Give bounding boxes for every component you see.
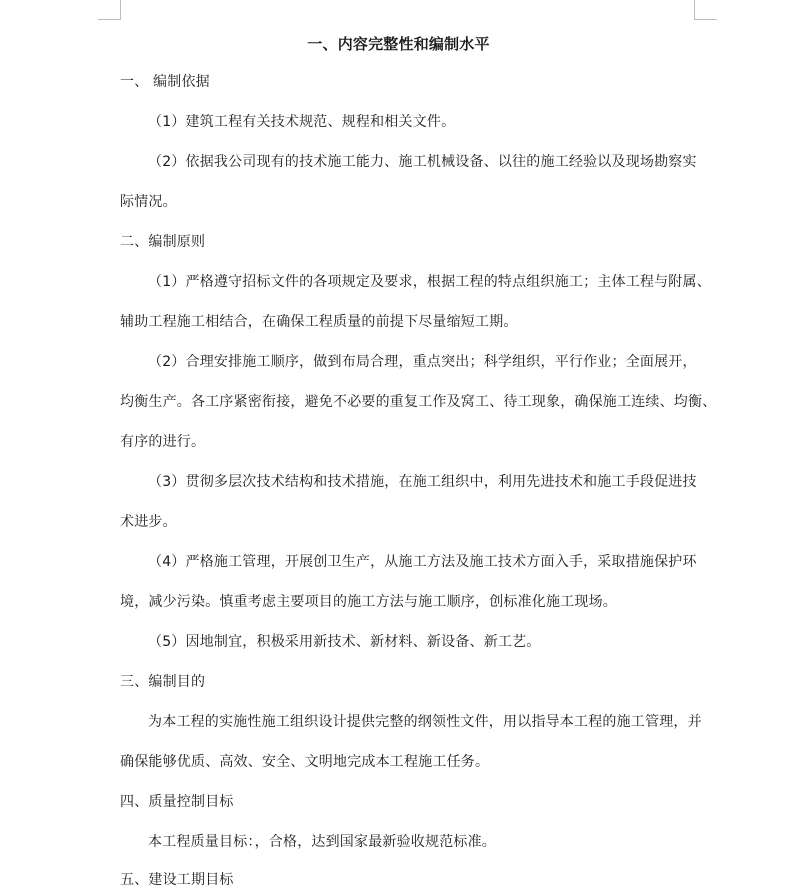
paragraph-line: 境，减少污染。慎重考虑主要项目的施工方法与施工顺序，创标准化施工现场。 [120, 594, 617, 610]
paragraph-line: （3）贯彻多层次技术结构和技术措施，在施工组织中，利用先进技术和施工手段促进技 [148, 474, 697, 490]
paragraph-line: 术进步。 [120, 514, 177, 530]
paragraph-line: 本工程质量目标：，合格，达到国家最新验收规范标准。 [148, 834, 496, 850]
paragraph-line: （1）严格遵守招标文件的各项规定及要求，根据工程的特点组织施工；主体工程与附属、 [148, 274, 711, 290]
section-heading-quality: 四、质量控制目标 [120, 794, 234, 810]
paragraph-line: 际情况。 [120, 194, 177, 210]
paragraph-line: 均衡生产。各工序紧密衔接，避免不必要的重复工作及窝工、待工现象，确保施工连续、均衡、 [120, 394, 717, 410]
paragraph-line: 为本工程的实施性施工组织设计提供完整的纲领性文件，用以指导本工程的施工管理，并 [148, 714, 702, 730]
paragraph-line: 有序的进行。 [120, 434, 206, 450]
paragraph-line: （1）建筑工程有关技术规范、规程和相关文件。 [148, 114, 456, 130]
paragraph-line: （4）严格施工管理，开展创卫生产，从施工方法及施工技术方面入手，采取措施保护环 [148, 554, 697, 570]
corner-mark-top-left [98, 0, 121, 20]
paragraph-line: （2）合理安排施工顺序，做到布局合理，重点突出；科学组织，平行作业；全面展开， [148, 354, 697, 370]
corner-mark-top-right [694, 0, 717, 20]
section-heading-basis: 一、 编制依据 [120, 74, 210, 90]
paragraph-line: （2）依据我公司现有的技术施工能力、施工机械设备、以往的施工经验以及现场勘察实 [148, 154, 697, 170]
paragraph-line: 确保能够优质、高效、安全、文明地完成本工程施工任务。 [120, 754, 490, 770]
paragraph-line: （5）因地制宜，积极采用新技术、新材料、新设备、新工艺。 [148, 634, 541, 650]
document-title: 一、内容完整性和编制水平 [307, 35, 490, 53]
section-heading-principles: 二、编制原则 [120, 234, 206, 250]
paragraph-line: 辅助工程施工相结合，在确保工程质量的前提下尽量缩短工期。 [120, 314, 518, 330]
section-heading-purpose: 三、编制目的 [120, 674, 206, 690]
section-heading-schedule: 五、建设工期目标 [120, 872, 234, 888]
